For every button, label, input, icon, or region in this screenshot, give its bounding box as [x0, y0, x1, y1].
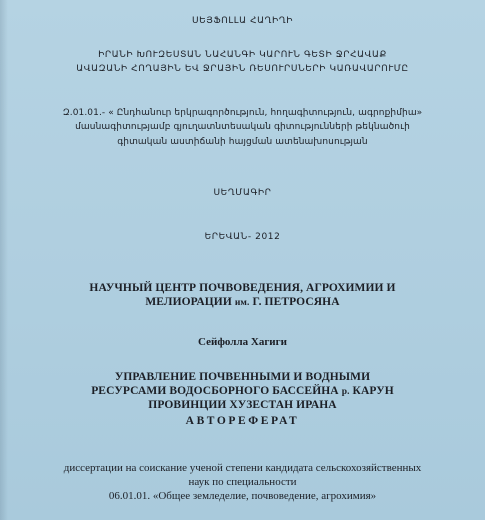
russian-dissertation-line-2: наук по специальности — [188, 476, 297, 488]
russian-dissertation-line-1: диссертации на соискание ученой степени кандидата сельскохозяйственных — [63, 462, 422, 474]
russian-center-line-2-main: МЕЛИОРАЦИИ — [145, 296, 232, 308]
armenian-specialty-line-1: Զ.01.01.- « Ընդհանուր երկրագործություն, հողագիտություն, ագրոքիմիա» — [62, 108, 423, 118]
russian-doc-type: АВТОРЕФЕРАТ — [185, 415, 300, 427]
russian-title-line-3: ПРОВИНЦИИ ХУЗЕСТАН ИРАНА — [148, 399, 337, 411]
armenian-doc-type: ՍԵՂՄԱԳԻՐ — [213, 188, 272, 198]
russian-center-line-2 — [0, 296, 485, 308]
page-edge-shadow — [0, 0, 8, 520]
armenian-author-name: ՍԵՅՖՈԼԼԱ ՀԱՂԻՂԻ — [191, 16, 294, 26]
armenian-city-year: ԵՐԵՎԱՆ- 2012 — [204, 232, 281, 242]
russian-title-line-1: УПРАВЛЕНИЕ ПОЧВЕННЫМИ И ВОДНЫМИ — [114, 371, 371, 383]
armenian-title-line-2: ԱՎԱԶԱՆԻ ՀՈՂԱՅԻՆ ԵՎ ՋՐԱՅԻՆ ՌԵՍՈՒՐՍՆԵՐԻ ԿԱՌԱՎԱՐՈՒՄԸ — [76, 64, 409, 74]
russian-title-line-2-small: р. — [341, 387, 350, 397]
armenian-title-line-1: ԻՐԱՆԻ ԽՈՒԶԵՍՏԱՆ ՆԱՀԱՆԳԻ ԿԱՐՈՒՆ ԳԵՏԻ ՋՐՀԱՎԱՔ — [98, 50, 387, 60]
russian-title-line-2 — [0, 385, 485, 397]
armenian-specialty-line-2: մասնագիտությամբ գյուղատնտեսական գիտությունների թեկնածուի — [75, 122, 410, 132]
armenian-specialty-line-3: գիտական աստիճանի հայցման ատենախոսության — [117, 137, 368, 147]
russian-center-line-1: НАУЧНЫЙ ЦЕНТР ПОЧВОВЕДЕНИЯ, АГРОХИМИИ И — [89, 282, 396, 294]
russian-title-line-2-end: КАРУН — [352, 385, 394, 397]
russian-center-line-2-end: Г. ПЕТРОСЯНА — [252, 296, 340, 308]
russian-title-line-2-main: РЕСУРСАМИ ВОДОСБОРНОГО БАССЕЙНА — [91, 385, 339, 397]
russian-center-line-2-small: им. — [234, 298, 250, 308]
russian-dissertation-line-3: 06.01.01. «Общее земледелие, почвоведение, агрохимия» — [108, 490, 377, 502]
russian-author-name: Сейфолла Хагиги — [198, 336, 287, 348]
